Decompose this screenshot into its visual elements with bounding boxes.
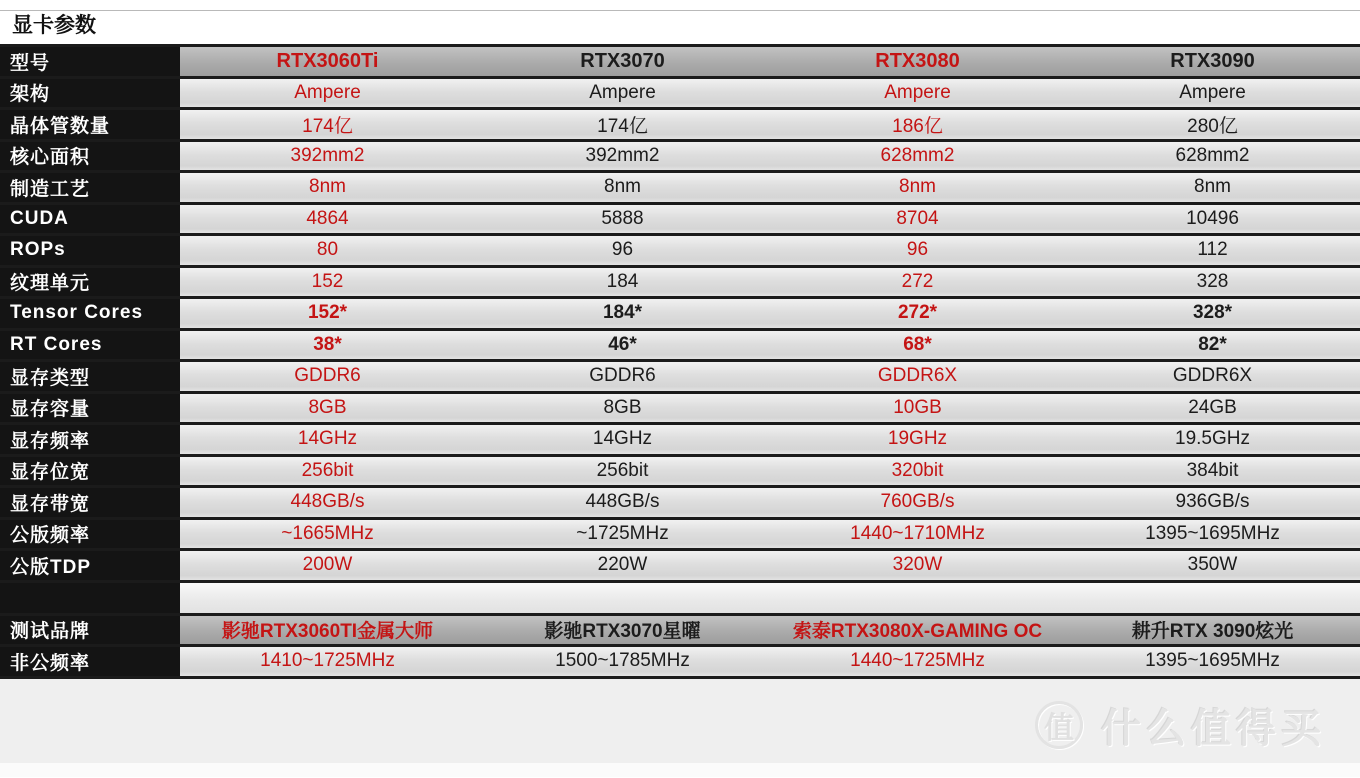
spec-cell: 760GB/s — [770, 488, 1065, 517]
spec-cell: 5888 — [475, 205, 770, 234]
spec-cell: 350W — [1065, 551, 1360, 580]
table-row — [0, 331, 1360, 363]
spec-cell: Ampere — [1065, 79, 1360, 108]
spec-cell: 1395~1695MHz — [1065, 520, 1360, 549]
table-row — [0, 647, 1360, 679]
page-title: 显卡参数 — [0, 10, 1360, 41]
spec-cell: Ampere — [475, 79, 770, 108]
spec-cell: 152 — [180, 268, 475, 297]
row-label: RT Cores — [0, 331, 180, 360]
row-label: 显存位宽 — [0, 457, 180, 486]
spacer-label — [0, 583, 180, 613]
spec-cell: 320W — [770, 551, 1065, 580]
spec-cell: 200W — [180, 551, 475, 580]
table-row — [0, 110, 1360, 142]
row-label: CUDA — [0, 205, 180, 234]
table-row — [0, 362, 1360, 394]
spacer-cell — [180, 583, 1360, 613]
spec-cell: 8nm — [770, 173, 1065, 202]
spec-cell: Ampere — [180, 79, 475, 108]
spec-cell: 628mm2 — [770, 142, 1065, 171]
table-row — [0, 142, 1360, 174]
row-label: 晶体管数量 — [0, 110, 180, 139]
table-row — [0, 268, 1360, 300]
spec-cell: 1395~1695MHz — [1065, 647, 1360, 676]
spec-cell: 96 — [475, 236, 770, 265]
spec-cell: 256bit — [180, 457, 475, 486]
spec-cell: 82* — [1065, 331, 1360, 360]
spec-cell: 19.5GHz — [1065, 425, 1360, 454]
table-row — [0, 394, 1360, 426]
spec-cell: 174亿 — [475, 110, 770, 139]
spec-cell: 184 — [475, 268, 770, 297]
row-label: 纹理单元 — [0, 268, 180, 297]
spec-cell: 936GB/s — [1065, 488, 1360, 517]
spec-cell: 8nm — [475, 173, 770, 202]
row-label-model: 型号 — [0, 47, 180, 76]
spec-cell: 184* — [475, 299, 770, 328]
spec-cell: GDDR6 — [180, 362, 475, 391]
table-row — [0, 79, 1360, 111]
spec-cell: 8GB — [475, 394, 770, 423]
gpu-spec-table — [0, 44, 1360, 679]
spec-cell: GDDR6 — [475, 362, 770, 391]
table-row — [0, 457, 1360, 489]
spec-cell: 96 — [770, 236, 1065, 265]
spec-cell: 1500~1785MHz — [475, 647, 770, 676]
bottom-margin — [0, 763, 1360, 777]
spec-cell: GDDR6X — [1065, 362, 1360, 391]
spec-cell: 8nm — [180, 173, 475, 202]
row-label: 显存容量 — [0, 394, 180, 423]
row-label: 公版频率 — [0, 520, 180, 549]
spec-cell: 186亿 — [770, 110, 1065, 139]
spec-cell: Ampere — [770, 79, 1065, 108]
spec-cell: 24GB — [1065, 394, 1360, 423]
spec-cell: ~1665MHz — [180, 520, 475, 549]
row-label: Tensor Cores — [0, 299, 180, 328]
spec-cell: 8704 — [770, 205, 1065, 234]
spec-cell: ~1725MHz — [475, 520, 770, 549]
spec-cell: 46* — [475, 331, 770, 360]
table-row — [0, 299, 1360, 331]
table-row — [0, 551, 1360, 583]
table-row — [0, 47, 1360, 79]
spec-cell: 14GHz — [180, 425, 475, 454]
below-table-area — [0, 679, 1360, 763]
table-row — [0, 616, 1360, 648]
spec-cell: 328* — [1065, 299, 1360, 328]
spacer-row — [0, 583, 1360, 616]
column-header: RTX3060Ti — [180, 47, 475, 76]
table-row — [0, 236, 1360, 268]
brand-cell: 耕升RTX 3090炫光 — [1065, 616, 1360, 645]
table-row — [0, 173, 1360, 205]
brand-cell: 影驰RTX3060TI金属大师 — [180, 616, 475, 645]
spec-cell: 448GB/s — [475, 488, 770, 517]
column-header: RTX3080 — [770, 47, 1065, 76]
brand-cell: 索泰RTX3080X-GAMING OC — [770, 616, 1065, 645]
spec-cell: 384bit — [1065, 457, 1360, 486]
spec-cell: 272 — [770, 268, 1065, 297]
row-label: 显存带宽 — [0, 488, 180, 517]
row-label: 测试品牌 — [0, 616, 180, 645]
spec-cell: 152* — [180, 299, 475, 328]
spec-cell: 220W — [475, 551, 770, 580]
spec-cell: 4864 — [180, 205, 475, 234]
spec-cell: 8GB — [180, 394, 475, 423]
spec-cell: 14GHz — [475, 425, 770, 454]
row-label: 制造工艺 — [0, 173, 180, 202]
spec-cell: 38* — [180, 331, 475, 360]
table-row — [0, 425, 1360, 457]
table-row — [0, 205, 1360, 237]
row-label: 非公频率 — [0, 647, 180, 676]
column-header: RTX3090 — [1065, 47, 1360, 76]
spec-cell: 112 — [1065, 236, 1360, 265]
row-label: 核心面积 — [0, 142, 180, 171]
spec-cell: 80 — [180, 236, 475, 265]
spec-cell: 328 — [1065, 268, 1360, 297]
row-label: 公版TDP — [0, 551, 180, 580]
row-label: ROPs — [0, 236, 180, 265]
column-header: RTX3070 — [475, 47, 770, 76]
top-margin — [0, 0, 1360, 10]
spec-cell: 8nm — [1065, 173, 1360, 202]
spec-cell: 448GB/s — [180, 488, 475, 517]
watermark-text: 什么值得买 — [1101, 706, 1326, 751]
spec-cell: 392mm2 — [180, 142, 475, 171]
smzdm-logo-icon: 值 — [1035, 701, 1083, 749]
spec-cell: 392mm2 — [475, 142, 770, 171]
spec-cell: 272* — [770, 299, 1065, 328]
spec-cell: 256bit — [475, 457, 770, 486]
spec-cell: 10GB — [770, 394, 1065, 423]
brand-cell: 影驰RTX3070星曜 — [475, 616, 770, 645]
smzdm-watermark — [1035, 697, 1326, 754]
spec-cell: 1410~1725MHz — [180, 647, 475, 676]
spec-cell: 174亿 — [180, 110, 475, 139]
table-row — [0, 488, 1360, 520]
spec-cell: 10496 — [1065, 205, 1360, 234]
spec-cell: 280亿 — [1065, 110, 1360, 139]
spec-cell: 320bit — [770, 457, 1065, 486]
spec-cell: 1440~1725MHz — [770, 647, 1065, 676]
spec-cell: 19GHz — [770, 425, 1065, 454]
row-label: 显存类型 — [0, 362, 180, 391]
spec-cell: 1440~1710MHz — [770, 520, 1065, 549]
table-row — [0, 520, 1360, 552]
spec-cell: GDDR6X — [770, 362, 1065, 391]
row-label: 架构 — [0, 79, 180, 108]
row-label: 显存频率 — [0, 425, 180, 454]
spec-cell: 68* — [770, 331, 1065, 360]
spec-cell: 628mm2 — [1065, 142, 1360, 171]
